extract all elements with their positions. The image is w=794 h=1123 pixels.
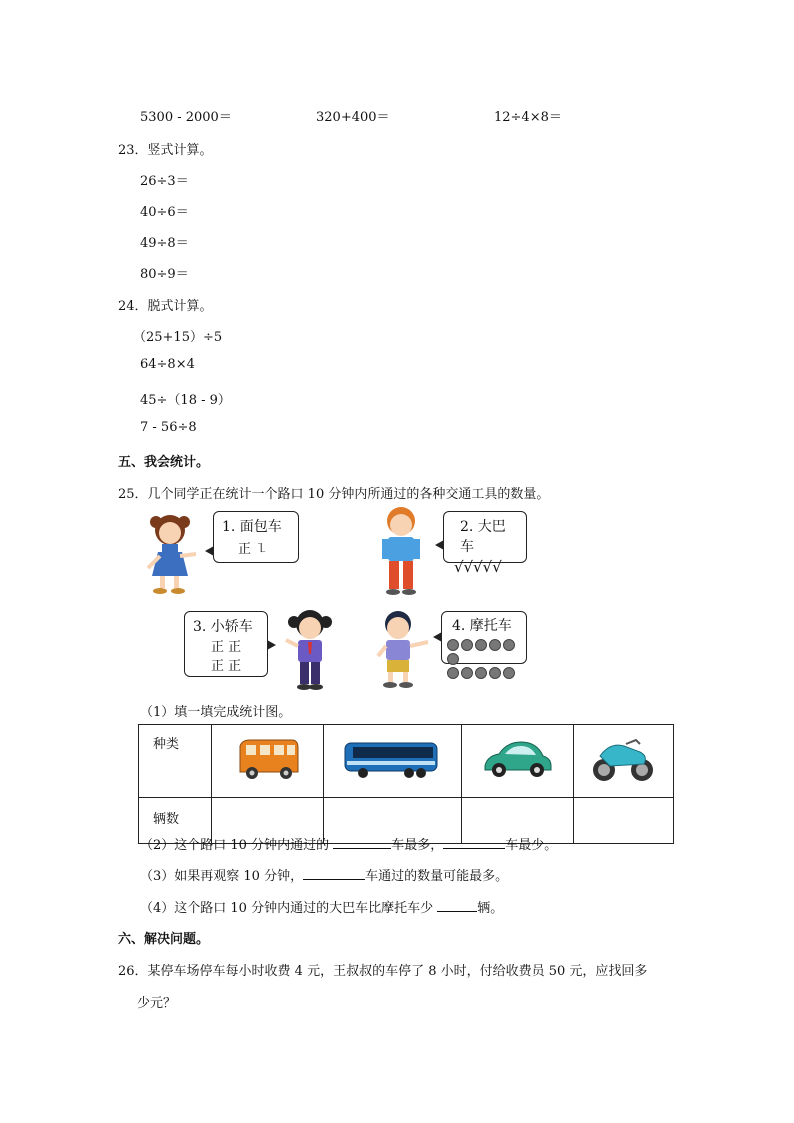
answer-blank[interactable] bbox=[443, 836, 505, 849]
boy-illustration bbox=[372, 608, 432, 690]
tally-dot bbox=[503, 639, 515, 651]
tally-dot bbox=[447, 639, 459, 651]
van-cell bbox=[212, 725, 323, 798]
tally-dot bbox=[461, 639, 473, 651]
tally-marks: 正 ㇅ bbox=[238, 542, 269, 557]
bubble-label: 2. 大巴车 bbox=[460, 519, 506, 555]
bubble-tail bbox=[435, 540, 444, 550]
bubble-tail bbox=[267, 640, 276, 650]
bubble-label: 1. 面包车 bbox=[222, 519, 282, 535]
q25-title: 25．几个同学正在统计一个路口 10 分钟内所通过的各种交通工具的数量。 bbox=[118, 487, 550, 502]
bus-cell bbox=[323, 725, 461, 798]
q25-sub3 bbox=[140, 865, 508, 884]
tally-bubble-van bbox=[213, 511, 299, 563]
bubble-tail bbox=[433, 632, 442, 642]
van-icon bbox=[236, 736, 300, 782]
tally-bubble-car bbox=[184, 611, 268, 677]
bubble-tail bbox=[205, 546, 214, 556]
tally-marks: √√√√√ bbox=[454, 558, 502, 576]
tally-dot bbox=[447, 653, 459, 665]
row-head-type: 种类 bbox=[139, 725, 212, 798]
tally-bubble-motorbike bbox=[441, 611, 527, 664]
q24-item: 45÷（18 - 9） bbox=[140, 393, 231, 408]
q23-item: 49÷8＝ bbox=[140, 236, 189, 251]
tally-marks: 正 正 bbox=[211, 640, 242, 655]
q24-item: （25+15）÷5 bbox=[133, 330, 223, 345]
tally-dot bbox=[447, 667, 459, 679]
tally-dot bbox=[489, 639, 501, 651]
expr-3: 12÷4×8＝ bbox=[494, 110, 562, 125]
q26-line1: 26．某停车场停车每小时收费 4 元，王叔叔的车停了 8 小时，付给收费员 50 元，应找回多 bbox=[118, 964, 648, 979]
sub4-text: 辆。 bbox=[477, 901, 504, 916]
tally-bubble-bus bbox=[443, 511, 527, 576]
motorbike-icon bbox=[590, 734, 656, 784]
girl-illustration bbox=[282, 606, 338, 692]
count-cell-motorbike[interactable] bbox=[573, 798, 673, 844]
q25-sub2 bbox=[140, 834, 557, 853]
tally-dot bbox=[461, 667, 473, 679]
tally-dot bbox=[489, 667, 501, 679]
answer-blank[interactable] bbox=[333, 836, 391, 849]
bubble-label: 3. 小轿车 bbox=[193, 619, 253, 635]
tally-dot bbox=[503, 667, 515, 679]
statistics-table bbox=[138, 724, 674, 844]
sub3-text: 车通过的数量可能最多。 bbox=[365, 869, 509, 884]
sub3-text: （3）如果再观察 10 分钟， bbox=[140, 869, 304, 884]
q23-title: 23．竖式计算。 bbox=[118, 143, 213, 158]
q23-item: 26÷3＝ bbox=[140, 174, 189, 189]
answer-blank[interactable] bbox=[303, 867, 365, 880]
row-head-count: 辆数 bbox=[139, 798, 212, 844]
tally-dot bbox=[475, 639, 487, 651]
q25-sub1: （1）填一填完成统计图。 bbox=[140, 705, 292, 720]
car-icon bbox=[481, 738, 553, 780]
boy-illustration bbox=[376, 505, 426, 597]
sub2-text: （2）这个路口 10 分钟内通过的 bbox=[140, 838, 334, 853]
car-cell bbox=[461, 725, 573, 798]
q26-line2: 少元？ bbox=[137, 996, 177, 1011]
q23-item: 80÷9＝ bbox=[140, 267, 189, 282]
tally-marks: 正 正 bbox=[211, 659, 242, 674]
q24-title: 24．脱式计算。 bbox=[118, 299, 213, 314]
section-heading: 五、我会统计。 bbox=[118, 455, 210, 470]
tally-dot bbox=[475, 667, 487, 679]
q23-item: 40÷6＝ bbox=[140, 205, 189, 220]
tally-dots bbox=[446, 638, 522, 680]
q25-sub4 bbox=[140, 897, 503, 916]
answer-blank[interactable] bbox=[437, 899, 477, 912]
sub2-text: 车最多， bbox=[391, 838, 444, 853]
girl-illustration bbox=[140, 512, 200, 596]
bus-icon bbox=[343, 737, 441, 781]
sub2-text: 车最少。 bbox=[505, 838, 558, 853]
q24-item: 64÷8×4 bbox=[140, 357, 195, 372]
motorbike-cell bbox=[573, 725, 673, 798]
q24-item: 7 - 56÷8 bbox=[140, 420, 197, 435]
bubble-label: 4. 摩托车 bbox=[452, 618, 512, 634]
section-heading: 六、解决问题。 bbox=[118, 932, 210, 947]
sub4-text: （4）这个路口 10 分钟内通过的大巴车比摩托车少 bbox=[140, 901, 438, 916]
expr-2: 320+400＝ bbox=[316, 110, 390, 125]
expr-1: 5300 - 2000＝ bbox=[140, 110, 232, 125]
